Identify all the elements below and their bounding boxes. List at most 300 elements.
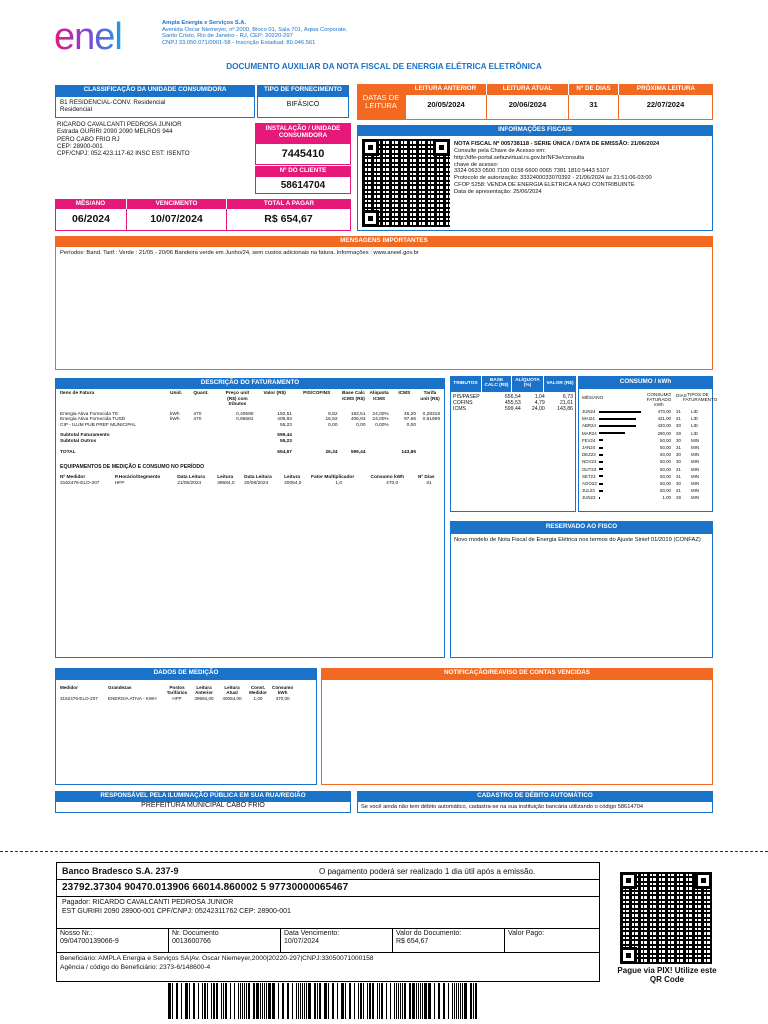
debito-text: Se você ainda não tem débito automático, cadastra-se na sua instituição bancária utilizando o código 58614704 [361,804,644,810]
col-pis: PIS/COFINS [303,391,331,396]
company-address-2: Santo Cristo, Rio de Janeiro - RJ, CEP: 20220-297 [162,33,293,40]
barcode-bar [332,983,334,1019]
consumo-tipo: MIN [691,466,700,472]
consumo-dias: 30 [676,423,681,429]
banco-nome: Banco Bradesco S.A. 237-9 [62,866,179,876]
barcode-bar [456,983,457,1019]
fornecimento-box [257,96,349,118]
barcode-bar [337,983,338,1019]
barcode-bar [428,983,431,1019]
fisco-box [450,533,713,658]
col-aliquota: Alíquota ICMS [369,391,389,402]
faturamento-header-row [58,391,442,408]
medicao-header-row: Medidor Grandezas Postos Tarifários Leitura Anterior Leitura Atual Const. Medidor Consumo kWh [60,685,294,696]
total-row: TOTAL 654,67 26,34 599,44 143,86 [60,450,416,456]
barcode-bar [470,983,472,1019]
barcode-bar [402,983,403,1019]
tributos-table [451,395,575,413]
consumo-row [579,408,712,415]
barcode-bar [422,983,423,1019]
barcode-bar [240,983,241,1019]
cut-line [0,851,768,852]
protocolo: Protocolo de autorização: 3332400033070392 - 21/06/2024 às 21:51:06-03:00 [454,175,652,182]
barcode-bar [256,983,259,1019]
classificacao-value-2: Residencial [60,106,92,114]
barcode-bar [438,983,440,1019]
barcode-bar [242,983,243,1019]
debito-header: CADASTRO DE DÉBITO AUTOMÁTICO [357,791,713,801]
company-address-1: Avenida Oscar Niemeyer, nº 2000, Bloco 01, Sala 701, Aqwa Corporate, [162,26,348,33]
pagamento-grid [55,199,351,231]
consumo-row [579,422,712,429]
table-row: Energia Ativa Fornecida TUSD kWh 470 0,86581 406,93 16,92 406,93 24,00% 97,66 0,61969 [60,417,440,423]
consumo-row [579,480,712,487]
barcode-bar [398,983,399,1019]
consumo-tipo: MIN [691,445,700,450]
col-itens: Itens de Fatura [60,391,95,396]
table-row: COFINS 455,53 4,79 21,61 [453,399,573,406]
barcode-bar [379,983,380,1019]
barcode-bar [181,983,182,1019]
barcode-bar [381,983,383,1019]
barcode-bar [317,983,318,1019]
consumo-kwh: 470,00 [657,409,671,414]
consumo-tipo: LID [691,416,698,422]
col-icms: ICMS [398,391,411,396]
barcode-bar [268,983,271,1019]
table-row: ICMS 599,44 24,00 143,86 [453,405,573,412]
nosso-numero-field: Nosso Nr.: 09/04700139066-9 [57,928,169,952]
medicao-table [58,685,295,701]
company-cnpj: CNPJ 33.050.071/0001-58 - Inscrição Estadual: 80.046.561 [162,39,316,46]
consumo-mes: FEV24 [582,437,596,443]
barcode-bar [424,983,427,1019]
barcode-bar [308,983,311,1019]
barcode-bar [386,983,387,1019]
cliente-nome: RICARDO CAVALCANTI PEDROSA JUNIOR [57,121,182,128]
vencimento-value: 10/07/2024 [127,209,227,231]
data-vencimento-field: Data Vencimento: 10/07/2024 [281,928,393,952]
consumo-row [579,437,712,444]
consumo-row [579,458,712,465]
barcode-bar [460,983,461,1019]
equipamentos-table [58,475,442,486]
enel-logo-icon [54,18,142,56]
agencia-codigo: Agência / código do Beneficiário: 2373-6/148600-4 [60,964,211,971]
consumo-kwh: 50,00 [660,473,671,479]
datas-col-atual: LEITURA ATUAL [487,84,569,95]
consumo-row [579,444,712,451]
barcode-bar [302,983,303,1019]
consumo-bar [599,461,603,463]
consumo-bar [599,411,641,413]
boleto-campos [57,928,599,952]
valor-documento-value: R$ 654,67 [396,938,429,946]
barcode-bar [296,983,297,1019]
consumo-tipo: MIN [691,459,700,465]
barcode-bar [314,983,316,1019]
data-vencimento-value: 10/07/2024 [284,938,320,946]
consumo-mes: OUT23 [582,466,597,472]
consumo-kwh: 50,00 [660,452,671,458]
barcode-bar [298,983,299,1019]
tributos-col: BASE CALC (R$) [482,376,512,392]
nr-documento-field: Nr. Documento 0013600766 [169,928,281,952]
barcode-bar [394,983,395,1019]
consumo-mes: MAR24 [582,430,597,436]
datas-col-dias: Nº DE DIAS [569,84,619,95]
consumo-dias: 31 [676,488,681,494]
barcode-bar [185,983,188,1019]
cliente-info [57,121,257,158]
barcode-bar [416,983,417,1019]
barcode-bar [213,983,215,1019]
consumo-kwh: 50,00 [660,445,671,450]
tributos-box [450,392,576,512]
linha-digitavel[interactable]: 23792.37304 90470.013906 66014.860002 5 97730000065467 [62,882,349,893]
barcode-bar [319,983,321,1019]
consumo-row [579,451,712,458]
datas-col-anterior: LEITURA ANTERIOR [405,84,487,95]
consumo-bar [599,447,603,449]
consumo-kwh: 290,00 [657,430,671,436]
consumo-tipo: MIN [691,488,700,494]
barcode [168,983,492,1019]
equipamentos-header-row: Nº Medidor P.Horário/Segmento Data Leitura Leitura Data Leitura Leitura Fator Multiplicador Consumo kWh Nº Dias [60,475,435,480]
fiscais-text [454,141,710,196]
medicao-header: DADOS DE MEDIÇÃO [55,668,317,679]
consumo-bar [599,454,603,456]
cfop: CFOP 5258: VENDA DE ENERGIA ELETRICA A NAO CONTRIBUINTE [454,182,635,189]
mensagem-texto: Períodos: Band. Tarif.: Verde : 21/05 - 20/06 Bandeira verde em Junho/24, sem custos adicionais na fatura. Informações : www.aneel.gov.br [60,250,419,256]
classificacao-value: B1 RESIDENCIAL-CONV. Residencial [60,99,166,106]
svg-text:enel: enel [54,18,122,56]
consumo-dias: 31 [676,445,681,450]
barcode-bar [223,983,224,1019]
company-name: Ampla Energia e Serviços S.A. [162,20,247,26]
consumo-dias: 30 [676,481,681,486]
table-row: CIP - ILUM PUB PREF MUNICIPAL 55,23 0,00 0,00 0,00% 0,00 [60,422,416,428]
table-row: Energia Ativa Fornecida TE kWh 470 0,40590 192,51 8,82 192,51 24,00% 46,20 0,28318 [60,411,440,417]
consumo-row [579,466,712,473]
num-cliente-value: 58614704 [255,176,351,194]
pix-caption: Pague via PIX! Utilize este QR Code [617,966,717,985]
nosso-numero-value: 09/04700139066-9 [60,938,119,946]
consumo-mes: MAI24 [582,416,595,422]
tributos-col: TRIBUTOS [450,376,482,392]
barcode-bar [328,983,329,1019]
barcode-bar [452,983,453,1019]
barcode-bar [390,983,391,1019]
consumo-bar [599,439,603,441]
barcode-bar [244,983,245,1019]
barcode-bar [176,983,178,1019]
fisco-header: RESERVADO AO FISCO [450,521,713,533]
leitura-atual-value: 20/06/2024 [487,95,569,120]
consumo-tipo: MIN [691,452,700,458]
barcode-bar [266,983,267,1019]
instalacao-value: 7445410 [255,143,351,165]
barcode-bar [349,983,351,1019]
leitura-anterior-value: 20/05/2024 [405,95,487,120]
consumo-bar [599,483,603,485]
consumo-dias: 30 [676,437,681,443]
num-cliente-header: Nº DO CLIENTE [255,166,351,176]
consumo-row [579,494,712,501]
fornecimento-value: BIFÁSICO [286,101,320,108]
consumo-row [579,487,712,494]
barcode-bar [475,983,477,1019]
barcode-bar [454,983,455,1019]
consumo-bar [599,490,603,492]
barcode-bar [211,983,212,1019]
notificacao-box [321,679,713,785]
classificacao-header: CLASSIFICAÇÃO DA UNIDADE CONSUMIDORA [55,85,255,96]
consumo-mes: ABR24 [582,423,596,429]
mensagens-header: MENSAGENS IMPORTANTES [55,236,713,246]
proxima-leitura-value: 22/07/2024 [619,95,713,120]
barcode-bar [272,983,275,1019]
barcode-bar [434,983,435,1019]
cliente-cep: CEP: 28900-001 [57,142,103,150]
barcode-bar [304,983,305,1019]
pix-qr-code[interactable] [620,872,712,964]
consumo-dias: 30 [676,459,681,465]
barcode-bar [230,983,231,1019]
barcode-bar [360,983,362,1019]
tributos-col: VALOR (R$) [544,376,576,392]
barcode-bar [168,983,171,1019]
consumo-dias: 31 [676,466,681,472]
fiscal-link[interactable]: http://dfe-portal.sefazvirtual.rs.gov.br/NF3e/consulta [454,154,585,161]
consumo-mes: JUN24 [582,409,596,414]
barcode-bar [225,983,227,1019]
col-unid: Unid. [170,391,182,396]
chave-acesso: 3324 0633 0500 7100 0158 6600 0065 7381 1810 5443 5107 [454,168,609,175]
consumo-tipo: LID [691,430,698,436]
consumo-mes: JAN24 [582,445,596,450]
enel-logo [54,18,142,56]
barcode-bar [172,983,173,1019]
barcode-bar [260,983,261,1019]
barcode-bar [300,983,301,1019]
valor-pago-field: Valor Pago: [508,930,545,937]
pagador-nome: Pagador: RICARDO CAVALCANTI PEDROSA JUNIOR [62,899,234,906]
datas-leitura-grid [405,84,713,120]
consumo-dias: 29 [676,495,681,501]
data-apresentacao: Data de apresentação: 25/06/2024 [454,188,542,195]
tributos-col: ALÍQUOTA (%) [512,376,544,392]
barcode-bar [238,983,239,1019]
consumo-kwh: 1,00 [662,495,671,501]
fornecimento-header: TIPO DE FORNECIMENTO [257,85,349,96]
barcode-bar [278,983,279,1019]
table-row: PIS/PASEP 656,54 1,04 6,73 [453,394,573,400]
barcode-bar [377,983,378,1019]
barcode-bar [253,983,255,1019]
total-value: R$ 654,67 [227,209,351,231]
consumo-row [579,415,712,422]
faturamento-table [58,391,442,456]
fisco-text: Novo modelo de Nota Fiscal de Energia Elétrica nos termos do Ajuste Sinief 01/2019 (CONFAZ) [454,537,701,543]
barcode-bar [234,983,235,1019]
consumo-tipo: MIN [691,495,700,501]
consumo-row [579,473,712,480]
mes-ano-header: MÊS/ANO [55,199,127,209]
consumo-row [579,430,712,437]
document-title: DOCUMENTO AUXILIAR DA NOTA FISCAL DE ENERGIA ELÉTRICA ELETRÔNICA [226,62,542,71]
consumo-bar [599,432,625,434]
mensagens-box [55,246,713,370]
consumo-bar [599,497,600,499]
barcode-bar [462,983,463,1019]
barcode-bar [246,983,247,1019]
barcode-bar [282,983,284,1019]
boleto-aviso: O pagamento poderá ser realizado 1 dia útil após a emissão. [319,867,536,876]
beneficiario: Beneficiário: AMPLA Energia e Serviços SA|Av. Oscar Niemeyer,2000|20220-297|CNPJ:33050071000158 [60,955,374,962]
classificacao-box [55,96,255,118]
consumo-mes: JUN23 [582,495,596,501]
consumo-kwh: 50,00 [660,437,671,443]
cliente-cpf: CPF/CNPJ: 052.423.117-62 INSC EST: ISENTO [57,150,190,158]
barcode-bar [448,983,449,1019]
nota-fiscal-number: NOTA FISCAL Nº 005738118 - SÉRIE ÚNICA / DATA DE EMISSÃO: 21/06/2024 [454,141,660,147]
consumo-kwh: 420,00 [657,423,671,429]
barcode-bar [207,983,208,1019]
barcode-bar [324,983,327,1019]
boleto [56,862,600,982]
company-info [162,20,382,47]
fiscal-line: chave de acesso: [454,161,499,168]
valor-documento-field: Valor do Documento: R$ 654,67 [393,928,505,952]
barcode-bar [292,983,293,1019]
consumo-mes: DEZ23 [582,452,596,458]
consumo-dias: 31 [676,473,681,479]
tributos-grid [450,376,576,392]
datas-leitura-label: DATAS DE LEITURA [357,84,405,120]
col-preco: Preço unit (R$) com tributos [225,391,250,408]
barcode-bar [358,983,359,1019]
pagador-endereco: EST GURIRI 2090 28900-001 CPF/CNPJ: 05242311762 CEP: 28900-001 [62,908,291,915]
col-valor: Valor (R$) [263,391,286,396]
barcode-bar [412,983,415,1019]
barcode-bar [420,983,421,1019]
barcode-bar [264,983,265,1019]
faturamento-header: DESCRIÇÃO DO FATURAMENTO [55,378,445,388]
fiscais-header: INFORMAÇÕES FISCAIS [357,125,713,135]
consumo-dias: 31 [676,409,681,414]
barcode-bar [204,983,206,1019]
barcode-bar [306,983,307,1019]
barcode-bar [372,983,374,1019]
barcode-bar [354,983,355,1019]
barcode-bar [341,983,344,1019]
consumo-header: CONSUMO / kWh [578,376,713,388]
medicao-box [55,679,317,785]
faturamento-box [55,388,445,658]
consumo-bar [599,468,603,470]
consumo-bar [599,475,603,477]
consumo-tipo: LID [691,409,698,414]
barcode-bar [198,983,199,1019]
barcode-bar [473,983,474,1019]
iluminacao-value: PREFEITURA MUNICIPAL CABO FRIO [141,802,265,809]
barcode-bar [367,983,368,1019]
consumo-kwh: 50,00 [660,488,671,494]
mes-ano-value: 06/2024 [55,209,127,231]
barcode-bar [202,983,203,1019]
vencimento-header: VENCIMENTO [127,199,227,209]
table-row: 3162476-ELO-207 HFP 21/05/2024 39584,0 20/06/2024 40054,0 1,0 470,0 31 [60,480,432,486]
col-quant: Quant. [193,391,209,396]
debito-box [357,801,713,813]
fiscal-line: Consulte pela Chave de Acesso em: [454,147,546,154]
consumo-bar [599,418,636,420]
barcode-bar [400,983,401,1019]
barcode-bar [369,983,371,1019]
subtotal-faturamento-row: Subtotal Faturamento 599,44 [60,433,292,439]
barcode-bar [287,983,289,1019]
col-tarifa: Tarifa unit (R$) [420,391,440,402]
barcode-bar [363,983,364,1019]
barcode-bar [262,983,263,1019]
consumo-mes: JUL23 [582,488,595,494]
consumo-tipo: MIN [691,437,700,443]
iluminacao-header: RESPONSÁVEL PELA ILUMINAÇÃO PÚBLICA EM SUA RUA/REGIÃO [55,791,351,801]
barcode-bar [193,983,195,1019]
consumo-header-row: MÊS/ANO CONSUMO FATURADO kWh DIAS TIPOS DE FATURAMENTO [582,392,718,407]
iluminacao-box [55,801,351,813]
consumo-dias: 28 [676,430,681,436]
nr-documento-value: 0013600766 [172,938,211,946]
consumo-dias: 30 [676,452,681,458]
fiscal-qr-code [362,139,450,227]
equipamentos-title: EQUIPAMENTOS DE MEDIÇÃO E CONSUMO NO PERÍODO [60,464,205,470]
barcode-bar [443,983,445,1019]
consumo-kwh: 50,00 [660,466,671,472]
total-header: TOTAL A PAGAR [227,199,351,209]
consumo-tipo: MIN [691,481,700,486]
consumo-mes: AGO23 [582,481,597,486]
instalacao-header: INSTALAÇÃO / UNIDADE CONSUMIDORA [255,123,351,143]
consumo-box [578,388,718,512]
fiscais-box [357,135,713,231]
barcode-bar [216,983,218,1019]
barcode-bar [464,983,467,1019]
consumo-mes: NOV23 [582,459,597,465]
consumo-dias: 31 [676,416,681,422]
num-dias-value: 31 [569,95,619,120]
table-row: 3162476-ELO-207 ENERGIA ATIVA - KWH HFP 39584,00 40054,00 1,00 470,00 [60,695,290,701]
subtotal-outros-row: Subtotal Outros 55,23 [60,438,292,444]
consumo-tipo: MIN [691,473,700,479]
barcode-bar [409,983,411,1019]
consumo-kwh: 50,00 [660,459,671,465]
notificacao-header: NOTIFICAÇÃO/REAVISO DE CONTAS VENCIDAS [321,668,713,679]
consumo-kwh: 421,00 [657,416,671,422]
consumo-tipo: LID [691,423,698,429]
barcode-bar [396,983,397,1019]
barcode-bar [458,983,459,1019]
cliente-cidade: PERO CABO FRIO RJ [57,135,120,143]
barcode-bar [345,983,346,1019]
barcode-bar [189,983,190,1019]
consumo-mes: SET23 [582,473,596,479]
consumo-bar [599,425,636,427]
datas-col-proxima: PRÓXIMA LEITURA [619,84,713,95]
col-base: Base Calc ICMS (R$) [342,391,365,402]
barcode-bar [221,983,222,1019]
